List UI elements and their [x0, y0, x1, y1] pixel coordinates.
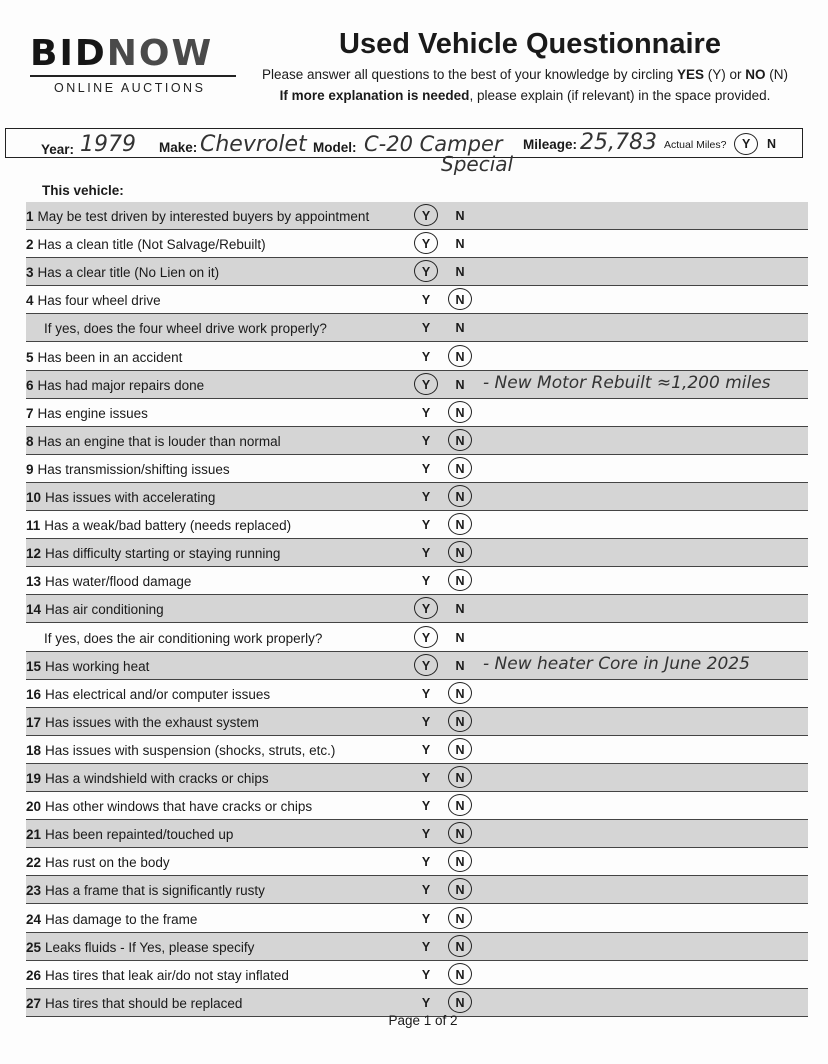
answer-circle-mark [448, 738, 472, 760]
answer-yes[interactable]: Y [421, 939, 431, 954]
answer-no[interactable]: N [455, 742, 465, 757]
answer-circle-mark [448, 513, 472, 535]
question-label: Has an engine that is louder than normal [37, 433, 281, 449]
answer-no[interactable]: N [455, 967, 465, 982]
question-number: 23 [26, 883, 42, 899]
question-label: Has electrical and/or computer issues [45, 686, 271, 702]
answer-yes[interactable]: Y [421, 995, 431, 1010]
answer-no[interactable]: N [455, 658, 465, 673]
answer-yes[interactable]: Y [421, 433, 431, 448]
question-number: 25 [26, 939, 42, 955]
question-text [26, 237, 266, 252]
question-label: Has rust on the body [45, 855, 170, 871]
question-text [26, 968, 289, 983]
logo-divider [30, 75, 236, 77]
answer-circle-mark [448, 401, 472, 423]
question-number: 2 [26, 237, 34, 253]
question-text [26, 378, 204, 393]
answer-circle-mark [448, 907, 472, 929]
answer-circle-mark [448, 878, 472, 900]
question-number: 4 [26, 293, 34, 309]
answer-yes[interactable]: Y [421, 827, 431, 842]
question-label: Has damage to the frame [45, 911, 198, 927]
question-text [26, 546, 280, 561]
answer-yes[interactable]: Y [421, 461, 431, 476]
question-label: Has been repainted/touched up [45, 827, 234, 843]
question-text [26, 265, 219, 280]
actual-miles-no[interactable]: N [767, 137, 777, 151]
question-number: 16 [26, 686, 42, 702]
question-row [26, 567, 808, 595]
answer-yes[interactable]: Y [421, 405, 431, 420]
answer-no[interactable]: N [455, 461, 465, 476]
answer-no[interactable]: N [455, 293, 465, 308]
answer-yes[interactable]: Y [421, 855, 431, 870]
answer-yes[interactable]: Y [421, 209, 431, 223]
question-text [26, 209, 369, 224]
answer-circle-mark [448, 682, 472, 704]
answer-yes[interactable]: Y [421, 883, 431, 898]
instructions-text: (Y) or [703, 67, 746, 82]
year-label: Year: [41, 142, 75, 157]
answer-no[interactable]: N [455, 771, 465, 785]
section-label: This vehicle: [42, 183, 124, 198]
answer-circle-mark [448, 541, 472, 563]
question-text [26, 996, 242, 1011]
question-text [26, 715, 259, 730]
answer-no[interactable]: N [455, 939, 465, 954]
answer-yes[interactable]: Y [421, 630, 431, 645]
answer-no[interactable]: N [455, 433, 465, 448]
question-row [26, 399, 808, 427]
question-row [26, 511, 808, 539]
question-text [26, 743, 335, 758]
question-row [26, 539, 808, 567]
question-number: 26 [26, 967, 42, 983]
answer-circle-mark [448, 766, 472, 788]
instructions-text: (N) [765, 67, 788, 82]
answer-yes[interactable]: Y [421, 349, 431, 364]
instructions-text: , please explain (if relevant) in the space provided. [469, 88, 771, 103]
actual-miles-yes[interactable]: Y [742, 137, 751, 151]
answer-circle-mark [414, 373, 438, 395]
question-text [26, 434, 281, 449]
question-row [26, 876, 808, 904]
question-row [26, 961, 808, 989]
question-row [26, 286, 808, 314]
mileage-value[interactable]: 25,783 [580, 130, 657, 155]
answer-yes[interactable]: Y [421, 658, 431, 673]
answer-no[interactable]: N [455, 237, 465, 252]
answer-circle-mark [448, 710, 472, 732]
question-text [26, 490, 215, 505]
instructions-line-2 [240, 88, 810, 103]
question-text [26, 574, 191, 589]
answer-yes[interactable]: Y [421, 377, 431, 392]
question-label: Has issues with the exhaust system [45, 714, 259, 730]
answer-no[interactable]: N [455, 574, 465, 589]
question-text [26, 687, 270, 702]
answer-yes[interactable]: Y [421, 602, 431, 617]
answer-no[interactable]: N [455, 349, 465, 364]
answer-circle-mark [448, 288, 472, 310]
question-number: 5 [26, 349, 34, 365]
question-text [26, 350, 182, 365]
answer-circle-mark [448, 429, 472, 451]
question-label: Has been in an accident [37, 349, 183, 365]
question-label: Has working heat [45, 658, 150, 674]
answer-circle-mark [414, 260, 438, 282]
answer-no[interactable]: N [455, 490, 465, 504]
question-text [26, 462, 230, 477]
question-row [26, 230, 808, 258]
question-row [26, 708, 808, 736]
question-number: 22 [26, 855, 42, 871]
question-text [26, 912, 197, 927]
page-number: Page 1 of 2 [388, 1013, 458, 1028]
instructions-text: Please answer all questions to the best of your knowledge by circling [261, 67, 677, 82]
bidnow-logo [30, 33, 236, 95]
answer-circle-mark [448, 822, 472, 844]
question-label: Has air conditioning [45, 602, 164, 618]
question-row [26, 343, 808, 371]
instructions-bold: If more explanation is needed [279, 88, 470, 103]
question-text [26, 602, 164, 617]
logo-tagline: ONLINE AUCTIONS [54, 81, 206, 95]
mileage-label: Mileage: [523, 137, 578, 152]
answer-yes[interactable]: Y [421, 518, 431, 533]
question-label: Has other windows that have cracks or chips [45, 799, 313, 815]
question-label: If yes, does the four wheel drive work properly? [44, 321, 327, 337]
answer-no[interactable]: N [455, 911, 465, 926]
make-value[interactable]: Chevrolet [200, 132, 307, 157]
question-row [26, 848, 808, 876]
question-text [26, 855, 170, 870]
question-text [26, 406, 148, 421]
answer-yes[interactable]: Y [421, 574, 431, 589]
answer-yes[interactable]: Y [421, 490, 431, 504]
instructions-no: NO [745, 67, 766, 82]
question-number: 6 [26, 377, 34, 393]
page-title: Used Vehicle Questionnaire [339, 28, 721, 60]
question-text [26, 659, 149, 674]
answer-no[interactable]: N [455, 265, 465, 280]
question-text [26, 293, 161, 308]
model-value-line2: Special [441, 152, 514, 176]
question-row [26, 624, 808, 652]
question-label: Has a clear title (No Lien on it) [37, 265, 220, 281]
answer-yes[interactable]: Y [421, 771, 431, 785]
question-row [26, 455, 808, 483]
question-number: 8 [26, 433, 34, 449]
question-number: 17 [26, 714, 42, 730]
answer-no[interactable]: N [455, 686, 465, 701]
answer-circle-mark [414, 597, 438, 619]
question-number: 11 [26, 518, 41, 534]
answer-circle-mark [448, 485, 472, 507]
answer-circle-mark [414, 204, 438, 226]
answer-yes[interactable]: Y [421, 799, 431, 814]
question-number: 10 [26, 490, 42, 505]
answer-circle-mark [414, 232, 438, 254]
instructions-yes: YES [676, 67, 704, 82]
question-label: Has tires that leak air/do not stay inflated [45, 967, 289, 983]
question-row [26, 483, 808, 511]
question-row [26, 371, 808, 399]
question-row [26, 595, 808, 623]
handwritten-note: - New Motor Rebuilt ≈1,200 miles [483, 372, 771, 393]
question-number: 24 [26, 911, 42, 927]
answer-circle-mark [448, 794, 472, 816]
question-label: Has tires that should be replaced [45, 995, 243, 1011]
answer-no[interactable]: N [455, 405, 465, 420]
answer-circle-mark [448, 457, 472, 479]
answer-circle-mark [414, 626, 438, 648]
answer-no[interactable]: N [455, 377, 465, 392]
question-text [26, 940, 254, 955]
question-label: May be test driven by interested buyers by appointment [37, 209, 370, 224]
answer-circle-mark [448, 963, 472, 985]
question-number: 14 [26, 602, 42, 618]
logo-now: NOW [106, 33, 214, 74]
question-number: 15 [26, 658, 42, 674]
question-text [44, 321, 327, 336]
question-label: Has a clean title (Not Salvage/Rebuilt) [37, 237, 266, 253]
answer-yes[interactable]: Y [421, 686, 431, 701]
question-row [26, 202, 808, 230]
answer-yes[interactable]: Y [421, 293, 431, 308]
question-label: Has difficulty starting or staying running [45, 546, 281, 562]
question-row [26, 652, 808, 680]
answer-no[interactable]: N [455, 546, 465, 561]
question-label: Has had major repairs done [37, 377, 205, 393]
question-row [26, 905, 808, 933]
question-label: Has transmission/shifting issues [37, 461, 230, 477]
answer-no[interactable]: N [455, 827, 465, 842]
question-number: 3 [26, 265, 34, 281]
question-row [26, 736, 808, 764]
question-label: Has issues with accelerating [45, 490, 216, 505]
question-row [26, 764, 808, 792]
make-label: Make: [159, 140, 198, 155]
answer-circle-mark [448, 850, 472, 872]
question-number: 21 [26, 827, 42, 843]
question-text [26, 771, 269, 786]
answer-circle-mark [448, 569, 472, 591]
question-number: 1 [26, 209, 34, 224]
question-label: Has four wheel drive [37, 293, 161, 309]
question-text [44, 631, 322, 646]
question-label: Has engine issues [37, 405, 148, 421]
answer-yes[interactable]: Y [421, 321, 431, 336]
answer-circle-mark [448, 935, 472, 957]
question-row [26, 933, 808, 961]
question-row [26, 258, 808, 286]
answer-yes[interactable]: Y [421, 265, 431, 280]
question-label: Has issues with suspension (shocks, struts, etc.) [45, 742, 336, 758]
answer-no[interactable]: N [455, 630, 465, 645]
answer-no[interactable]: N [455, 714, 465, 729]
question-number: 12 [26, 546, 42, 562]
question-number: 7 [26, 405, 34, 421]
question-label: If yes, does the air conditioning work properly? [44, 630, 323, 646]
answer-no[interactable]: N [455, 883, 465, 898]
answer-no[interactable]: N [455, 799, 465, 814]
model-value[interactable]: C-20 Camper [364, 132, 503, 156]
actual-miles-selected-circle [734, 133, 758, 155]
logo-bid: BID [30, 33, 107, 74]
answer-circle-mark [448, 991, 472, 1013]
answer-no[interactable]: N [455, 209, 465, 223]
year-value[interactable]: 1979 [80, 132, 136, 157]
question-text [26, 883, 265, 898]
model-label: Model: [313, 140, 357, 155]
question-label: Has water/flood damage [45, 574, 192, 590]
question-number: 27 [26, 995, 42, 1011]
answer-yes[interactable]: Y [421, 237, 431, 252]
actual-miles-label: Actual Miles? [664, 139, 727, 151]
answer-no[interactable]: N [455, 855, 465, 870]
question-row [26, 314, 808, 342]
answer-yes[interactable]: Y [421, 911, 431, 926]
answer-no[interactable]: N [455, 602, 465, 617]
question-number: 18 [26, 742, 42, 758]
question-label: Leaks fluids - If Yes, please specify [45, 939, 255, 955]
question-row [26, 792, 808, 820]
question-number: 9 [26, 461, 34, 477]
question-number: 13 [26, 574, 42, 590]
logo-wordmark [30, 33, 236, 74]
question-text [26, 518, 291, 533]
answer-no[interactable]: N [455, 321, 465, 336]
question-text [26, 799, 312, 814]
answer-yes[interactable]: Y [421, 742, 431, 757]
handwritten-note: - New heater Core in June 2025 [483, 653, 750, 674]
question-label: Has a frame that is significantly rusty [45, 883, 265, 899]
question-row [26, 427, 808, 455]
answer-no[interactable]: N [455, 995, 465, 1010]
question-text [26, 827, 233, 842]
answer-yes[interactable]: Y [421, 546, 431, 561]
answer-yes[interactable]: Y [421, 714, 431, 729]
question-row [26, 820, 808, 848]
question-row [26, 680, 808, 708]
question-label: Has a weak/bad battery (needs replaced) [44, 518, 292, 534]
answer-circle-mark [414, 654, 438, 676]
answer-yes[interactable]: Y [421, 967, 431, 982]
answer-no[interactable]: N [455, 518, 465, 533]
answer-circle-mark [448, 345, 472, 367]
question-number: 20 [26, 799, 42, 815]
question-number: 19 [26, 771, 42, 786]
instructions-line-1 [240, 67, 810, 82]
question-label: Has a windshield with cracks or chips [45, 771, 269, 786]
